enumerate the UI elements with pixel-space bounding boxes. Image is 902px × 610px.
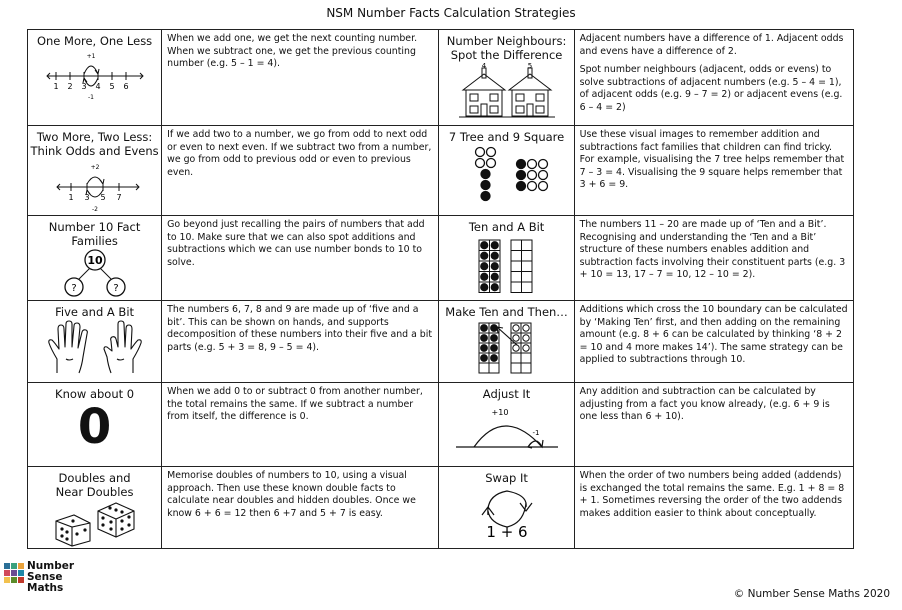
strategy-heading: Two More, Two Less: [36,130,153,144]
strategy-description [574,30,853,126]
strategy-description [162,216,439,301]
number-line-label: 1 [68,193,74,202]
neighbour-houses-icon [457,62,557,124]
strategy-adjust-it [439,383,574,467]
strategy-heading: One More, One Less [36,34,153,48]
strategy-description [574,383,853,467]
counter-dot [480,242,487,249]
counter-dot [491,252,498,259]
ten-frame-cell [489,363,499,373]
make-ten-frames-icon [467,319,547,377]
house-number: 5 [527,62,532,70]
counter-dot [480,345,487,352]
hands-icon [45,319,145,377]
part-value: ? [112,283,119,294]
description-text: When we add one, we get the next counting number. When we subtract one, we get the previous counting number (e.g. 5 – 1 = 4). [167,33,418,70]
jump-label: +2 [90,164,100,171]
jump-label: +1 [86,53,96,60]
ten-frame-cell [511,282,522,293]
ten-frame-cell [511,251,522,262]
strategy-heading: Number 10 Fact [48,220,141,234]
number-line-plus-minus-one-icon [45,48,145,100]
counter-dot [480,355,487,362]
jump-label: -1 [532,429,540,437]
strategy-heading: Near Doubles [55,485,134,499]
counter-dot [512,335,518,341]
part-value: ? [70,283,77,294]
number-line-plus-minus-two-icon [45,158,145,214]
ten-frame-cell [521,251,532,262]
strategy-heading: Five and A Bit [55,305,135,319]
number-line-label: 3 [84,193,90,202]
strategies-table [27,29,854,549]
counter-dot [490,355,497,362]
counter-dot [512,325,518,331]
ten-frame-cell [511,272,522,283]
adjust-jumps-icon [452,401,562,457]
strategy-description [162,126,439,216]
ten-frame-cell [521,363,531,373]
ten-frame-cell [511,353,521,363]
strategy-7-tree-9-square [439,126,574,216]
logo-text [27,561,74,594]
strategy-description [162,383,439,467]
strategy-description [574,126,853,216]
counter-dot [480,335,487,342]
strategy-heading: Swap It [485,471,528,485]
table-row [28,301,854,383]
strategy-number-neighbours [439,30,574,126]
number-line-label: 3 [81,82,87,91]
strategy-heading: Adjust It [482,387,531,401]
counter-dot [490,325,497,332]
logo-line: Number [27,560,75,572]
copyright: © Number Sense Maths 2020 [733,588,890,600]
counter-dot [490,335,497,342]
page-title: NSM Number Facts Calculation Strategies [326,6,576,20]
ten-frame-cell [511,261,522,272]
table-row [28,30,854,126]
strategy-description [162,467,439,549]
description-text: Use these visual images to remember addition and subtractions fact families that children can find tricky. For example, visualising the 7 tree helps remember that 7 – 3 = 4. Visualising the 9 square helps remember that 3 + 6 = 9. [579,129,845,191]
strategy-description [574,467,853,549]
counter-dot [490,345,497,352]
part-whole-model-icon [50,248,140,300]
description-text: When we add 0 to or subtract 0 from another number, the total remains the same. If we subtract a number from itself, the difference is 0. [167,386,423,423]
description-text: When the order of two numbers being added (addends) is exchanged the total remains the same. E.g. 1 + 8 = 8 + 1. Sometimes reversing the order of the two addends makes addition easier to think about conceptually. [579,470,845,519]
counter-dot [522,345,528,351]
strategy-heading: Families [71,234,118,248]
description-text: Any addition and subtraction can be calculated by adjusting from a fact you know already, (e.g. 6 + 9 is one less than 6 + 10). [579,386,830,423]
whole-value: 10 [86,254,103,267]
logo-line: Sense [27,571,63,583]
house-number: 4 [481,62,486,70]
jump-label: -1 [87,94,94,100]
strategy-two-more-two-less [28,126,162,216]
counter-dot [491,273,498,280]
strategy-heading: Number Neighbours: [446,34,567,48]
description-text: The numbers 11 – 20 are made up of ‘Ten and a Bit’. Recognising and understanding the ‘Ten and a Bit’ structure of these numbers enables addition and subtraction facts involving their constituent parts (e.g. 3 + 10 = 13, 17 – 7 = 10, 12 – 10 = 2). [579,219,846,281]
ten-frame-cell [521,282,532,293]
strategy-know-about-0 [28,383,162,467]
description-text: Go beyond just recalling the pairs of numbers that add to 10. Make sure that we can also spot additions and subtractions which we can use number bonds to 10 to solve. [167,219,425,268]
logo-line: Maths [27,582,64,594]
counter-dot [522,335,528,341]
ten-frame-cell [511,363,521,373]
strategy-description [162,301,439,383]
strategy-heading: Make Ten and Then… [445,305,568,319]
strategy-heading: Spot the Difference [450,48,563,62]
ten-frames-icon [467,234,547,294]
number-line-label: 1 [53,82,59,91]
number-line-label: 6 [123,82,129,91]
zero-glyph: 0 [77,399,112,455]
strategy-make-ten [439,301,574,383]
description-text: Spot number neighbours (adjacent, odds or evens) to solve subtractions of adjacent numbers (e.g. 5 – 4 = 1), of adjacent odds (e.g. 9 – 7 = 2) or adjacent evens (e.g. 6 – 4 = 2) [579,64,843,113]
number-line-label: 5 [100,193,106,202]
strategy-doubles-near-doubles [28,467,162,549]
counter-dot [491,284,498,291]
counter-dot [480,284,487,291]
counter-dot [522,325,528,331]
swap-arrows-icon [462,485,552,543]
seven-tree-nine-square-icon [457,144,557,208]
strategy-heading: Doubles and [58,471,131,485]
strategy-five-and-a-bit [28,301,162,383]
strategy-heading: Ten and A Bit [468,220,545,234]
strategy-swap-it [439,467,574,549]
counter-dot [480,263,487,270]
number-line-label: 2 [67,82,73,91]
table-row [28,383,854,467]
ten-frame-cell [479,363,489,373]
jump-label: -2 [91,206,98,213]
counter-dot [491,263,498,270]
strategy-one-more-one-less [28,30,162,126]
number-line-label: 5 [109,82,115,91]
counter-dot [480,252,487,259]
counter-dot [491,242,498,249]
counter-dot [480,325,487,332]
strategy-number-10-fact-families [28,216,162,301]
ten-frame-cell [511,240,522,251]
table-row [28,216,854,301]
strategy-heading: 7 Tree and 9 Square [448,130,565,144]
jump-label: +10 [491,408,509,417]
table-row [28,126,854,216]
number-sense-maths-logo [4,563,25,584]
description-text: Additions which cross the 10 boundary can be calculated by ‘Making Ten’ first, and then adding on the remaining amount (e.g. 8 + 6 can be calculated by thinking ‘8 + 2 = 10 and 4 more makes 14’). The same strategy can be applied to subtractions through 10. [579,304,848,366]
ten-frame-cell [521,240,532,251]
dice-icon [50,499,140,547]
counter-dot [512,345,518,351]
ten-frame-cell [521,261,532,272]
description-text: Adjacent numbers have a difference of 1. Adjacent odds and evens have a difference of 2. [579,33,844,57]
strategy-ten-and-a-bit [439,216,574,301]
ten-frame-cell [521,353,531,363]
strategy-heading: Know about 0 [55,387,135,401]
strategy-description [162,30,439,126]
description-text: Memorise doubles of numbers to 10, using a visual approach. Then use these known double facts to calculate near doubles and hidden doubles. Once we know 6 + 6 = 12 then 6 +7 and 5 + 7 is easy. [167,470,416,519]
counter-dot [480,273,487,280]
number-line-label: 4 [95,82,101,91]
swap-expression: 1 + 6 [485,523,528,541]
strategy-description [574,216,853,301]
description-text: If we add two to a number, we go from odd to next odd or even to next even. If we subtract two from a number, we go from odd to previous odd or even to previous even. [167,129,432,178]
table-row [28,467,854,549]
ten-frame-cell [521,272,532,283]
description-text: The numbers 6, 7, 8 and 9 are made up of ‘five and a bit’. This can be shown on hands, and supports decomposition of these numbers into their five and a bit parts (e.g. 5 + 3 = 8, 9 – 5 = 4). [167,304,433,353]
number-line-label: 7 [116,193,122,202]
strategy-heading: Think Odds and Evens [30,144,159,158]
strategy-description [574,301,853,383]
